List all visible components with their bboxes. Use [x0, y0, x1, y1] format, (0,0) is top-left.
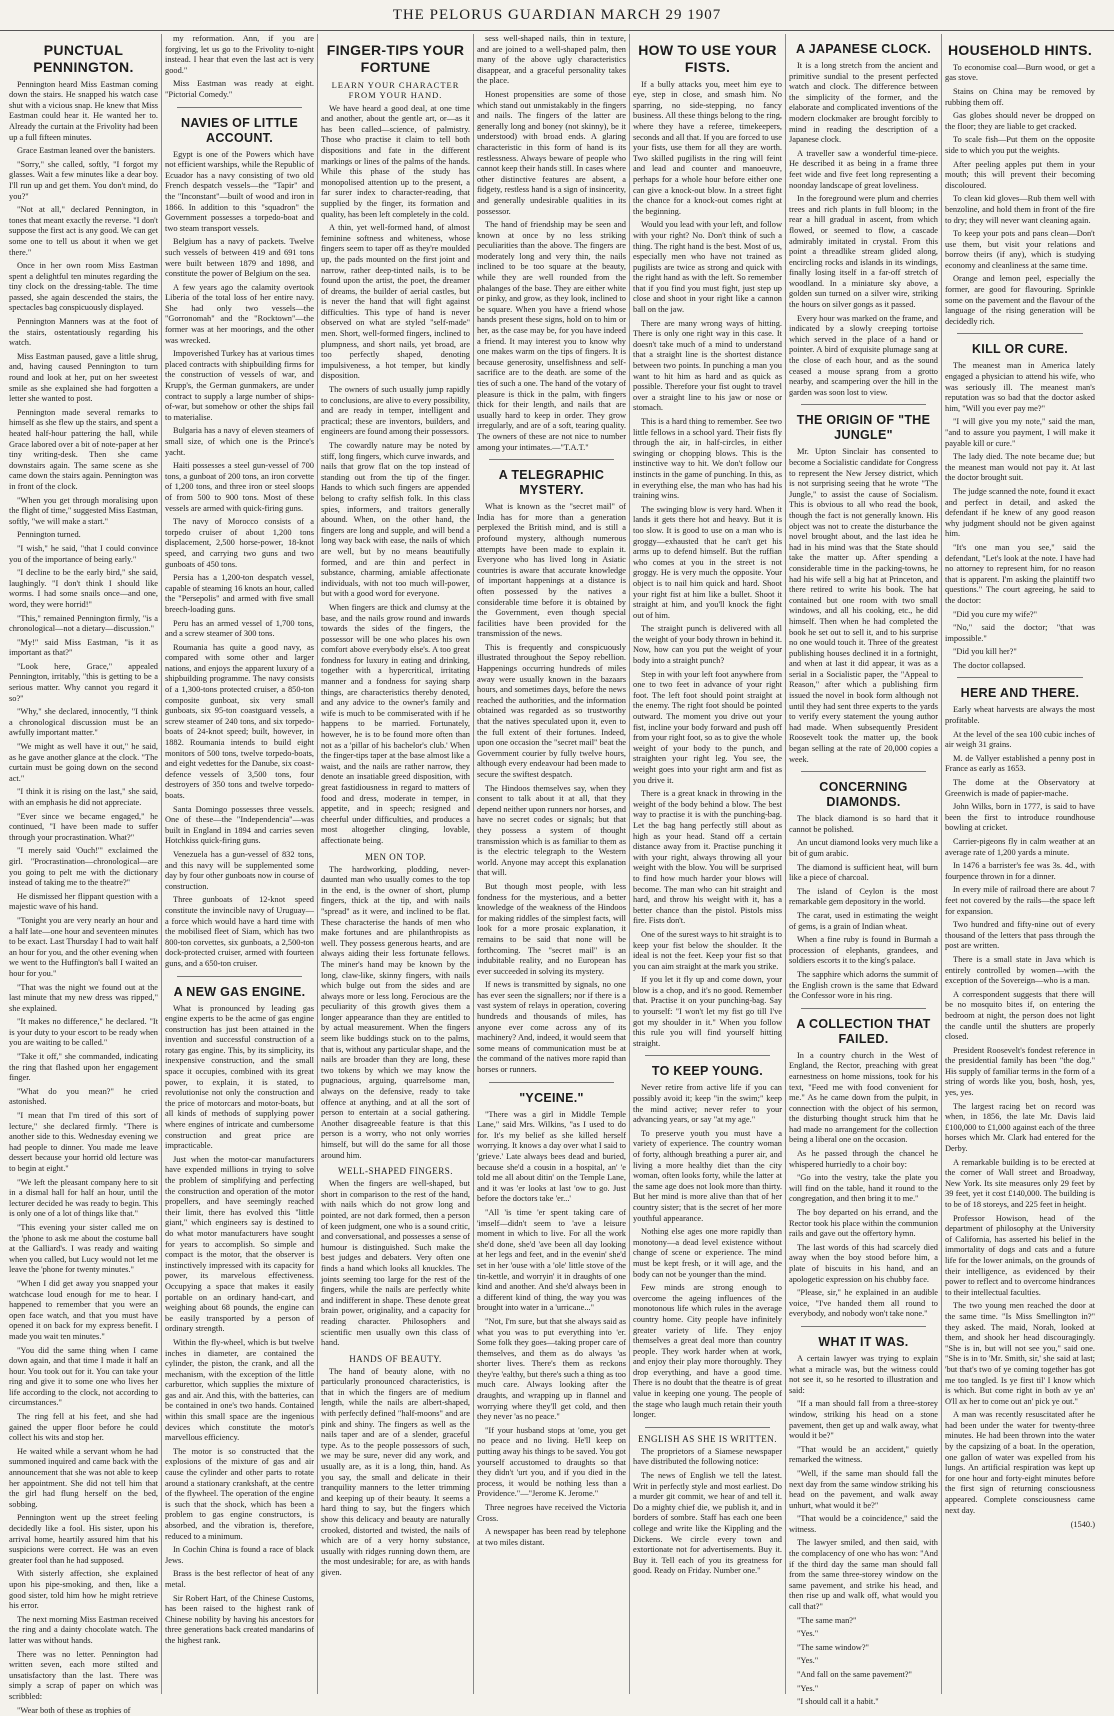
article-paragraph: If you let it fly up and come down, your blow is a chop, and it's no good. Remember that. Practise it on your punching-bag. Say to yourself: "I won't let my fist go till I've got my shoulder in it." When you follow this rule you will find yourself hitting straight. [633, 975, 782, 1049]
article-paragraph: "Take it off," she commanded, indicating the ring that flashed upon her engagement finger. [9, 1052, 158, 1084]
article-paragraph: A man was recently resuscitated after he had been under the water for twenty-three minutes. He had been thrown into the water by the capsizing of a boat. In the operation, one gallon of water was expelled from his lungs. An artificial respiration was kept up for one hour and forty-eight minutes before the first sign of returning consciousness appeared. Complete consciousness came next day. [945, 1410, 1095, 1516]
article-paragraph: In the foreground were plum and cherries trees and rich plants in full bloom; in the rear a hill gradual in ascent, from which flowed, or seemed to flow, a cascade admirably imitated in crystal. From this point a threadlike stream glided along, encircling rocks and islands in its windings, finally losing itself in a far-off stretch of woodland. In a miniature sky above, a golden sun turned on a silver wire, striking the hours on silver gongs as it passed. [789, 194, 938, 311]
section-subhead: ENGLISH AS SHE IS WRITTEN. [633, 1434, 782, 1444]
article-paragraph: We have heard a good deal, at one time and another, about the gentle art, or—as it has been called—science, of palmistry. Those who practise it claim to tell both dispositions and fate in the different markings or lines of the palms of the hands. While this phase of the study has monopolised attention up to the present, a far surer index to character-reading, that supplied by the finger, its formation and quality, has been left completely in the cold. [321, 104, 470, 221]
article-headline: A TELEGRAPHIC MYSTERY. [477, 468, 626, 498]
article-paragraph: Gas globes should never be dropped on the floor; they are liable to get cracked. [945, 111, 1095, 132]
article-paragraph: "What do you mean?" he cried astonished. [9, 1087, 158, 1108]
article-paragraph: "There was a girl in Middle Temple Lane," said Mrs. Wilkins, "as I used to do for. It's my belief as she killed herself worrying. It knows a day over what I said to 'grieve.' Late always bees dead and buried, because she'd a cousin in a hospital, an' 'e told me all about ditin' on the Temple Lane, and it was 'er looks at last 'ow to go. Just before the doctors take 'er...' [477, 1110, 626, 1205]
article-paragraph: The sapphire which adorns the summit of the English crown is the same that Edward the Confessor wore in his ring. [789, 970, 938, 1002]
article-paragraph: In every mile of railroad there are about 7 feet not covered by the rails—the space left for expansion. [945, 885, 1095, 917]
page-columns [6, 34, 1108, 1694]
article-paragraph: There was no letter. Pennington had written seven, each more stilted and unsatisfactory than the last. There was simply a scrap of paper on which was scribbled: [9, 1650, 158, 1703]
article-paragraph: The straight punch is delivered with all the weight of your body thrown in behind it. Now, how can you put the weight of your body into a straight punch? [633, 624, 782, 666]
article-paragraph: Orange and lemon peel, especially the former, are good for flavouring. Sprinkle some on the pavement and the flavour of the language of the rising generation will be decidedly rich. [945, 274, 1095, 327]
article-paragraph: "This," remained Pennington firmly, "is a chronological—not a dietary—discussion." [9, 614, 158, 635]
article-paragraph: It is a long stretch from the ancient and primitive sundial to the present perfected watch and clock. The difference between the simplicity of the former, and the elaborate and complicated inventions of the modern clockmaker are brought forcibly to mind in reading the description of a Japanese clock. [789, 61, 938, 146]
article-paragraph: The dome at the Observatory at Greenwich is made of papier-mache. [945, 778, 1095, 799]
article-paragraph: When the fingers are well-shaped, but short in comparison to the rest of the hand, with nails which do not grow long and pointed, are not dark formed, then a person of keen judgment, one who is a sound critic, and conversational, and possesses a sense of humour is distinguished. Such make the best judges and debaters. Very often one finds a hand which looks all knuckles. The joints seeming too large for the rest of the fingers, while the nails are perfectly white and indifferent in shape. These denote great brain power, originality, and a capacity for reading character. Philosophers and scientific men usually own this class of hand. [321, 1179, 470, 1349]
article-paragraph: "I will give you my note," said the man, "and to assure you payment, I will make it payable kill or cure." [945, 417, 1095, 449]
article-paragraph: Pennington went up the street feeling decidedly like a fool. His sister, upon his arrival home, heartily assured him that his suspicions were correct. He was an even greater fool than he had supposed. [9, 1513, 158, 1566]
article-paragraph: "It makes no difference," he declared. "It is your duty to your escort to be ready when you are waiting to be called." [9, 1017, 158, 1049]
article-headline: WHAT IT WAS. [789, 1335, 938, 1350]
article-paragraph: "Why," she declared, innocently, "I think a chronological discussion must be an awfully important matter." [9, 707, 158, 739]
article-paragraph: The navy of Morocco consists of a torpedo cruiser of about 1,200 tons displacement, 2,500 horse-power, 18-knot speed, and carrying two guns and two gunboats of 450 tons. [165, 517, 314, 570]
article-paragraph: Impoverished Turkey has at various times placed contracts with shipbuilding firms for the construction of vessels of war, and Krupp's, the German gunmakers, are under contract to supply a large number of ships-of-war, but somehow or other the ships fail to materialise. [165, 349, 314, 423]
article-paragraph: Persia has a 1,200-ton despatch vessel, capable of steaming 16 knots an hour, called the "Persepolis" and armed with five small breech-loading guns. [165, 573, 314, 615]
article-paragraph: "Yes." [789, 1629, 938, 1640]
article-paragraph: A traveller saw a wonderful time-piece. He described it as being in a frame three feet wide and five feet long representing a noonday landscape of great loveliness. [789, 149, 938, 191]
article-paragraph: Mr. Upton Sinclair has consented to become a Socialistic candidate for Congress to represent the New Jersey district, which is not surprising seeing that he wrote "The Jungle," to assist the cause of Socialism. This is obvious to all who read the book, though the fact is not generally known. His object was not to create the disturbance the novel brought about, and the last idea he had in his mind was that the State should take the matter up. After spending a considerable time in the packing-towns, he had his wife sell a big hat at Princeton, and there retired to write his book. The hat contained but one room with two small windows, and all his cooking, etc., he did himself. Then when he had completed the book he set out to sell it, and to his surprise no one would touch it. Three of the greatest publishing houses declined it in a fortnight, and when at last it did appear, it was as a serial in a Socialistic paper, the "Appeal to Reason," after which a publishing firm issued the novel in book form although not until they had sent three experts to the yards to verify every statement the young author had made. When subsequently President Roosevelt took the matter up, the book began selling at the rate of 20,000 copies a week. [789, 447, 938, 765]
article-paragraph: "All 'is time 'er spent taking care of 'imself—didn't seem to 'ave a leisure moment in which to live. For all the work she'd done, she'd 'ave been all day looking at her legs and feet, and in the evenin' she'd set in her 'ouse with a 'ole' little stove of the tin-kettle, and worryin' it in draughts of one kind and another. And she'd always been in a different kind of thing, the way you was brought into water in a 'urricane..." [477, 1208, 626, 1314]
article-paragraph: This is a hard thing to remember. See two little fellows in a school yard. Their fists fly through the air, in half-circles, in either swinging or chopping blows. This is the instinctive way to hit. We don't follow our instincts in the game of punching. In this, as in everything else, the man who has had his training wins. [633, 417, 782, 502]
article-paragraph: "We left the pleasant company here to sit in a dismal hall for half an hour, until the lecturer decided he was ready to begin. This is only one of a lot of things like that." [9, 1178, 158, 1220]
article-subtitle: LEARN YOUR CHARACTER FROM YOUR HAND. [321, 80, 470, 100]
column-5 [630, 34, 786, 1694]
article-paragraph: my reformation. Ann, if you are forgiving, let us go to the Frivolity to-night instead. I hear that even the last act is very good." [165, 34, 314, 76]
article-paragraph: "Yes." [789, 1684, 938, 1695]
article-paragraph: "Wear both of these as trophies of [9, 1706, 158, 1716]
column-4 [474, 34, 630, 1694]
article-paragraph: "That was the night we found out at the last minute that my new dress was ripped," she explained. [9, 983, 158, 1015]
article-paragraph: "I mean that I'm tired of this sort of lecture," she declared firmly. "There is another side to this. Wednesday evening we had people to dinner. You made me leave dessert because your horrid old lecture was to begin at eight." [9, 1111, 158, 1175]
article-headline: FINGER-TIPS YOUR FORTUNE [321, 42, 470, 76]
article-paragraph: Three negroes have received the Victoria Cross. [477, 1503, 626, 1524]
article-headline: A JAPANESE CLOCK. [789, 42, 938, 57]
article-paragraph: "Ever since we became engaged," he continued, "I have been made to suffer through your procrastination. What?" [9, 812, 158, 844]
article-paragraph: "We might as well have it out," he said, as he gave another glance at the clock. "The curtain must be going down on the second act." [9, 742, 158, 784]
article-paragraph: Professor Howison, head of the department of philosophy at the University of California, has asserted his belief in the immortality of dogs and cats and a future life for the lower animals, on the grounds of their intelligence, as evidenced by their power to reflect and to overcome hindrances to their intellectual faculties. [945, 1214, 1095, 1299]
article-paragraph: The motor is so constructed that the explosions of the mixture of gas and air cause the cylinder and other parts to rotate around a stationary crankshaft, at the centre of the flywheel. The operation of the engine is such that the shock, which has been a problem to gas engine constructors, is absorbed, and the vibration is, therefore, reduced to a minimum. [165, 1447, 314, 1542]
article-headline: HERE AND THERE. [945, 686, 1095, 701]
article-paragraph: The boy departed on his errand, and the Rector took his place within the communion rails and gave out the offertory hymn. [789, 1208, 938, 1240]
article-paragraph: Few minds are strong enough to overcome the ageing influences of the monotonous life which rules in the average country home. City people have infinitely greater variety of life. They enjoy themselves a great deal more than country people. They work harder when at work, and enjoy their play more thoroughly. They drop everything, and have a good time. There is no doubt that the theatre is of great value in keeping one young. The people of the stage who laugh much retain their youth longer. [633, 1283, 782, 1421]
section-subhead: MEN ON TOP. [321, 852, 470, 862]
article-paragraph: At the level of the sea 100 cubic inches of air weigh 31 grains. [945, 730, 1095, 751]
article-paragraph: The hand of beauty alone, with no particularly pronounced characteristics, is that in which the fingers are of medium length, while the nails are albert-shaped, with perfectly defined "half-moons" and are pink and shiny. The fingers as well as the nails taper and are of a slender, graceful type. As to the people possessors of such, we may be sure, never did any work, and usually are, as it is a long, thin, hand. As you say, the small and delicate in their tranquility manners to the letter trimming and keeping up of their beauty. It seems a hard thing to say, but the fingers which show this delicacy and beauty are naturally crooked, distorted and twisted, the nails of which are of a very horny substance, usually with ridges running down them, are the most undesirable; for are, as with hands given. [321, 1367, 470, 1579]
article-paragraph: He waited while a servant whom he had summoned inquired and came back with the announcement that she was not able to keep her appointment. She did not tell him that the girl had flung herself on the bed, sobbing. [9, 1447, 158, 1511]
article-paragraph: Belgium has a navy of packets. Twelve such vessels of between 419 and 691 tons were built between 1879 and 1898, and constitute the power of Belgium on the sea. [165, 237, 314, 279]
article-paragraph: To scale fish—Put them on the opposite side to which you put the weights. [945, 135, 1095, 156]
column-3 [318, 34, 474, 1694]
article-paragraph: A newspaper has been read by telephone at two miles distant. [477, 1527, 626, 1548]
article-paragraph: Egypt is one of the Powers which have not efficient warships, while the Republic of Ecuador has a navy consisting of two old French despatch vessels—the "Tapir" and the "Inconstant"—built of wood and iron in 1866. In addition to this "squadron" the Government possesses a torpedo-boat and two steam transport vessels. [165, 150, 314, 235]
article-paragraph: "It's one man you see," said the defendant, "Let's look at the note. I have had no attorney to represent him, for no reason that is apparent. I'm asking the plaintiff two questions." The court agreeing, he said to the doctor: [945, 543, 1095, 607]
article-paragraph: The diamond is sufficient heat, will burn like a piece of charcoal. [789, 863, 938, 884]
masthead: THE PELORUS GUARDIAN MARCH 29 1907 [0, 0, 1114, 31]
article-paragraph: Nothing else ages one more rapidly than monotony—a dead level existence without change of scene or experience. The mind must be kept fresh, or it will age, and the body can not be younger than the mind. [633, 1227, 782, 1280]
article-headline: "YCEINE." [477, 1091, 626, 1106]
page-footer-mark: (1540.) [945, 1520, 1095, 1529]
article-paragraph: An uncut diamond looks very much like a bit of gum arabic. [789, 838, 938, 859]
article-headline: A NEW GAS ENGINE. [165, 985, 314, 1000]
article-paragraph: To keep your pots and pans clean—Don't use them, but visit your relations and borrow theirs (if any), which is studying economy and cleanliness at the same time. [945, 229, 1095, 271]
divider-rule [489, 1082, 614, 1083]
article-paragraph: In a country church in the West of England, the Rector, preaching with great earnestness on home missions, took for his text, "Feed me with food convenient for me." As he came down from the pulpit, in connection with the object of his sermon, the disturbing thought struck him that he had made no arrangement for the collection being a liberal one on the occasion. [789, 1051, 938, 1146]
article-paragraph: "That would be an accident," quietly remarked the witness. [789, 1445, 938, 1466]
article-paragraph: He dismissed her flippant question with a majestic wave of his hand. [9, 892, 158, 913]
article-paragraph: Early wheat harvests are always the most profitable. [945, 705, 1095, 726]
divider-rule [177, 107, 302, 108]
article-paragraph: Two hundred and fifty-nine out of every thousand of the letters that pass through the post are written. [945, 920, 1095, 952]
article-paragraph: The largest racing bet on record was when, in 1856, the late Mr. Davis laid £100,000 to £1,000 against each of the three horses which Mr. Clark had entered for the Derby. [945, 1102, 1095, 1155]
article-paragraph: Santa Domingo possesses three vessels. One of these—the "Independencia"—was built in England in 1894 and carries seven Hotchkiss quick-firing guns. [165, 805, 314, 847]
article-paragraph: There is a small state in Java which is entirely controlled by women—with the exception of the Sovereign—who is a man. [945, 955, 1095, 987]
article-paragraph: A certain lawyer was trying to explain what a miracle was, but the witness could not see it, so he resorted to illustration and said: [789, 1354, 938, 1396]
article-paragraph: In 1476 a barrister's fee was 3s. 4d., with fourpence thrown in for a dinner. [945, 861, 1095, 882]
article-paragraph: Honest propensities are some of those which stand out unmistakably in the fingers and nails. The fingers of the latter are generally long and boney (not skinny), be it understood) with broad ends. A glaring characteristic in this form of hand is its restlessness. Always beware of people who cannot keep their hands still. In cases where other distinctive features are absent, a fidgety, restless hand is a sign of insincerity, and generally undesirable qualities in its possessor. [477, 90, 626, 217]
article-paragraph: John Wilks, born in 1777, is said to have been the first to introduce roundhouse bowling at cricket. [945, 802, 1095, 834]
article-paragraph: "My!" said Miss Eastman, "is it as important as that?" [9, 638, 158, 659]
article-paragraph: sess well-shaped nails, thin in texture, and are joined to a well-shaped palm, then many of the above ugly characteristics disappear, and a graceful personality takes the place. [477, 34, 626, 87]
article-headline: CONCERNING DIAMONDS. [789, 780, 938, 810]
article-paragraph: "Did you kill her?" [945, 647, 1095, 658]
article-paragraph: Carrier-pigeons fly in calm weather at an average rate of 1,200 yards a minute. [945, 837, 1095, 858]
article-paragraph: The judge scanned the note, found it exact and perfect in detail, and asked the defendant if he knew of any good reason why judgment should not be given against him. [945, 487, 1095, 540]
article-paragraph: The meanest man in America lately engaged a physician to attend his wife, who was seriously ill. The meanest man's reputation was so bad that the doctor asked him, "Will you ever pay me?" [945, 361, 1095, 414]
article-paragraph: Once in her own room Miss Eastman spent a delightful ten minutes regarding the tiny clock on the dressing-table. The time passed, she again descended the stairs, the spectacles bag conspicuously displayed. [9, 261, 158, 314]
article-paragraph: The hardworking, plodding, never-daunted man who usually comes to the top in the end, is the owner of short, plump fingers, thick at the tip, and with nails "spread" as it were, and inclined to be flat. These characterise the hands of men who make fortunes and are philanthropists as well. They possess generous hearts, and are always aiding their less fortunate fellows. The miner's hand may be known by the long, claw-like, skinny fingers, with nails which bulge out from the sides and are always more or less long. Ferocious are the peculiarity of this growth gives them a longer appearance than they are entitled to by actual measurement. When the fingers seem like buddings stuck on to the palms, that is, without any particular shape, and the nails are broader than they are long, these two tokens by which we may know the pugnacious, arguing, quarrelsome man, always on the defensive, ready to take offence at anything, and at all the sort of person to entertain at a social gathering. Another disagreeable feature is that this person is a worry, who not only worries himself, but will do the same for all those around him. [321, 865, 470, 1162]
article-paragraph: The lawyer smiled, and then said, with the complacency of one who has won: "And if the third day the same man should fall from the same three-storey window on the same pavement, and strike his head, and then rise up and walk off, what would you call that?" [789, 1538, 938, 1612]
article-paragraph: Never retire from active life if you can possibly avoid it; keep "in the swim;" keep the mind active; never refer to your advancing years, or say "at my age." [633, 1083, 782, 1125]
divider-rule [489, 459, 614, 460]
section-subhead: HANDS OF BEAUTY. [321, 1354, 470, 1364]
article-paragraph: In Cochin China is found a race of black Jews. [165, 1545, 314, 1566]
article-paragraph: "The same window?" [789, 1643, 938, 1654]
article-paragraph: The lady died. The note became due; but the meanest man would not pay it. At last the doctor brought suit. [945, 452, 1095, 484]
article-paragraph: "I should call it a habit." [789, 1697, 938, 1708]
article-paragraph: The proprietors of a Siamese newspaper have distributed the following notice: [633, 1447, 782, 1468]
article-paragraph: A thin, yet well-formed hand, of almost feminine softness and whiteness, whose fingers seem to taper off as they're moulded up, the pads mounted on the first joint and narrow, rather deep-tinted nails, is to be found upon the artist, the poet, the dreamer of dreams, the builder of aerial castles, but is never the hand that will fight against difficulties. This type of hand is never observed on what are styled "self-made" men. Short, well-formed fingers, inclined to plumpness, and short nails, yet broad, are too perfectly shaped, denoting impulsiveness, a hot temper, but kindly disposition. [321, 223, 470, 382]
article-paragraph: Pennington made several remarks to himself as she flew up the stairs, and spent a heated half-hour pattering the hall, while Grace labored over a bit of note-paper at her tiny writing-desk. Then she came downstairs again. The same scene as she came down the stairs again. Pennington was in front of the clock. [9, 408, 158, 493]
article-paragraph: The owners of such usually jump rapidly to conclusions, are alive to every possibility, and are ready in temper, intelligent and practical; these are inventors, builders, and engineers are found among their possessors. [321, 385, 470, 438]
article-headline: KILL OR CURE. [945, 342, 1095, 357]
article-paragraph: Brass is the best reflector of heat of any metal. [165, 1569, 314, 1590]
article-paragraph: What is known as the "secret mail" of India has for more than a generation perplexed the British mind, and is still a profound mystery, although numerous attempts have been made to explain it. Everyone who has lived long in Asiatic countries is aware that accurate knowledge of important happenings at a distance is often possessed by the natives a considerable time before it is obtained by the Government, even though special facilities have been provided for the transmission of the news. [477, 502, 626, 640]
article-paragraph: Would you lead with your left, and follow with your right? No. Don't think of such a thing. The right hand is the best. Most of us, especially men who have not trained as pugilists are twice as strong and quick with the right hand as with the left. So remember that if you find you must fight, just step up close and shoot in your right like a cannon ball on the jaw. [633, 220, 782, 315]
article-paragraph: Pennington Manners was at the foot of the stairs, ostentatiously regarding his watch. [9, 317, 158, 349]
article-paragraph: With sisterly affection, she explained upon his pipe-smoking, and then, like a good sister, told him how he might retrieve his error. [9, 1569, 158, 1611]
column-6 [786, 34, 942, 1694]
article-paragraph: "Go into the vestry, take the plate you will find on the table, hand it round to the congregation, and then bring it to me." [789, 1173, 938, 1205]
article-paragraph: The island of Ceylon is the most remarkable gem depository in the world. [789, 887, 938, 908]
article-paragraph: Venezuela has a gun-vessel of 832 tons, and this navy will be supplemented some day by four other gunboats now in course of construction. [165, 850, 314, 892]
article-paragraph: M. de Vallyer established a penny post in France as early as 1653. [945, 754, 1095, 775]
article-paragraph: "I merely said 'Ouch!'" exclaimed the girl. "Procrastination—chronological—are you going to pelt me with the dictionary instead of taking me to the theatre?" [9, 846, 158, 888]
article-paragraph: A correspondent suggests that there will be no mosquito bites if, on entering the bedroom at night, the person does not light the candle until the shutters are properly closed. [945, 990, 1095, 1043]
article-paragraph: The Hindoos themselves say, when they consent to talk about it at all, that they depend neither upon runners nor horses, and have no secret codes or signals; but that they possess a system of thought transmission which is as familiar to them as is the electric telegraph to the Western world. Anyone may accept this explanation that will. [477, 784, 626, 879]
article-paragraph: The cowardly nature may be noted by stiff, long fingers, which curve inwards, and nails that grow flat on the top instead of standing out from the tip of the finger. Hands to which such fingers are appended belong to crafty selfish folk. In this class spies, informers, and traitors generally abound. When, on the other hand, the fingers are long and supple, and will bend a long way back with ease, the nails of which are well, but by no means beautifully formed, and are thin and perfect in substance, charming, amiable affectionate individuals, with not too much will-power, but with a good word for everyone. [321, 441, 470, 600]
article-paragraph: Pennington heard Miss Eastman coming down the stairs. He snapped his watch case shut with a vicious snap. He knew that Miss Eastman could hear it. He wanted her to. Already the curtain at the Frivolity had been up a full fifteen minutes. [9, 80, 158, 144]
article-headline: NAVIES OF LITTLE ACCOUNT. [165, 116, 314, 146]
article-paragraph: "I decline to be the early bird," she said, laughingly. "I don't think I should like worms. I had some snails once—and one, word, they were horrid!" [9, 568, 158, 610]
article-paragraph: Miss Eastman paused, gave a little shrug, and, having caused Pennington to turn round and look at her, put on her sweetest smile as she explained she had forgotten a letter she wanted to post. [9, 352, 158, 405]
article-paragraph: "Not at all," declared Pennington, in tones that meant exactly the reverse. "I don't suppose the first act is any good. We can get some one to tell us about it when we get there." [9, 205, 158, 258]
divider-rule [177, 976, 302, 977]
article-headline: PUNCTUAL PENNINGTON. [9, 42, 158, 76]
article-paragraph: "Well, if the same man should fall the next day from the same window striking his head on the pavement, and walk away unhurt, what would it be?" [789, 1469, 938, 1511]
article-paragraph: If news is transmitted by signals, no one has ever seen the signallers; nor if there is a vast system of relays in operation, covering hundreds and thousands of miles, has anyone ever come across any of its machinery? And, indeed, it would seem that some means of communication must be at the command of the natives more rapid than horses or runners. [477, 980, 626, 1075]
article-paragraph: Roumania has quite a good navy, as compared with some other and larger nations, and enjoys the apparent luxury of a shipbuilding programme. The navy consists of a 1,300-tons protected cruiser, a 850-ton composite gunboat, six very small gunboats, six 95-ton coastguard vessels, a screw steamer of 240 tons, and six torpedo-boats of 24-knot speed; built, however, in 1882. Roumania intends to build eight monitors of 500 tons, twelve torpedo-boats, and eight vedettes for the Danube, six coast-defence vessels of 3,500 tons, four destroyers of 350 tons and twelve torpedo-boats. [165, 643, 314, 802]
article-paragraph: "You did the same thing when I came down again, and that time I made it half an hour. You took out for it. You can take your ring and give it to some one who lives her life according to the clock, not according to circumstances." [9, 1346, 158, 1410]
article-paragraph: "No," said the doctor; "that was impossible." [945, 623, 1095, 644]
article-paragraph: To preserve youth you must have a variety of experience. The country woman of forty, although breathing a purer air, and living a more healthy diet than the city woman, often looks forty, while the latter at the same age does not look more than thirty. But her mind is more alive than that of her country sister; that is the secret of her more youthful appearance. [633, 1129, 782, 1224]
article-paragraph: There is a great knack in throwing in the weight of the body behind a blow. The best way to practise it is with the punching-bag. Let the bag hang perfectly still about as high as your head. Stand off a certain distance away from it. Practise punching it with your right, always throwing all your weight with the blow. You will be surprised to find how much harder your blows will become. The man who can hit straight and hard, and throw his weight with it, has a better chance than the pistol. Pistols miss fire. Fists don't. [633, 789, 782, 927]
article-paragraph: The carat, used in estimating the weight of gems, is a grain of Indian wheat. [789, 911, 938, 932]
article-paragraph: Just when the motor-car manufacturers have expended millions in trying to solve the problem of simplifying and perfecting the construction and operation of the motor propellers, and have seemingly reached their limit, there has evolved this "little giant," which engineers say is destined to do what motor manufacturers have sought for years to accomplish. So simple and compact is the motor, that the observer is instinctively impressed with its capacity for power, its marvelous effectiveness. Occupying a space that makes it easily portable on an ordinary hand-cart, and weighing about 68 pounds, the engine can be easily transported by a person of ordinary strength. [165, 1155, 314, 1335]
article-paragraph: As he passed through the chancel he whispered hurriedly to a choir boy: [789, 1149, 938, 1170]
article-paragraph: "Did you cure my wife?" [945, 610, 1095, 621]
article-paragraph: "Please, sir," he explained in an audible voice, "I've handed them all round to everybody, and nobody won't take none." [789, 1288, 938, 1320]
article-headline: TO KEEP YOUNG. [633, 1064, 782, 1079]
column-2 [162, 34, 318, 1694]
article-paragraph: "The same man?" [789, 1616, 938, 1627]
article-paragraph: A few years ago the calamity overtook Liberia of the total loss of her entire navy. She had only two vessels—the "Gorronomah" and the "Rocktown"—the former was at her moorings, and the other was wrecked. [165, 283, 314, 347]
article-paragraph: Within the fly-wheel, which is but twelve inches in diameter, are contained the cylinder, the piston, the crank, and all the mechanism, with the exception of the little carburettor, which supplies the mixture of gas and air. And this, with the batteries, can be contained in one's two hands. Contained within this small space are the ingenious devices which constitute the motor's marvellous efficiency. [165, 1338, 314, 1444]
divider-rule [645, 1055, 770, 1056]
article-paragraph: The next morning Miss Eastman received the ring and a dainty chocolate watch. The latter was without hands. [9, 1615, 158, 1647]
article-paragraph: "Sorry," she called, softly, "I forgot my glasses. Wait a few minutes like a dear boy. I'll run up and get them. You don't mind, do you?" [9, 160, 158, 202]
divider-rule [957, 677, 1083, 678]
article-paragraph: "And fall on the same pavement?" [789, 1670, 938, 1681]
article-paragraph: When fingers are thick and clumsy at the base, and the nails grow round and inwards towards the sides of the fingers, the possessor will be one who places his own comfort above everybody else's. A too great fondness for luxury in eating and drinking, together with a hypercritical, irritating manner and a fondness for saying sharp things, are characteristics thereby denoted, and any advice to the owner's family and wife is much to be commiserated with if he happens to be married. Fortunately, however, he is to be found more often than not as a 'pillar of his bachelor's club.' When the finger-tips taper at the base almost like a waist, and the nails are rather narrow, they denote an insatiable greed disposition, with great fastidiousness in regard to matters of food and dress, moderate in temper, in appetite, and in speech; resigned and cheerful under difficulties, and produces a most altogether clinging, lovable, affectionate being. [321, 603, 470, 847]
article-paragraph: "This evening your sister called me on the 'phone to ask me about the costume ball at the Galliard's. I was ready and waiting when you called, but Lucy would not let me leave the 'phone for twenty minutes." [9, 1223, 158, 1276]
article-paragraph: Miss Eastman was ready at eight. "Pictorial Comedy." [165, 79, 314, 100]
article-paragraph: "I think it is rising on the last," she said, with an emphasis he did not appreciate. [9, 787, 158, 808]
article-paragraph: "If your husband stops at 'ome, you get no peace and no living. He'll keep on putting away his things to be saved. You got yourself accustomed to draughts so that they didn't 'urt you, and if you died in the process, it would be nothing less than a Providence."—"Jerome K. Jerome." [477, 1426, 626, 1500]
article-paragraph: "Not, I'm sure, but that she always said as what you was to put everything into 'er. Some folk they goes—taking proper care of themselves, and them as do always 'as shorter lives. There's them as reckons they're 'ealthy, but there's such a thing as too much care. Always looking after the draughts, and wrapping up in flannel and worrying where they'll get cold, and then they never 'as no peace." [477, 1317, 626, 1423]
article-paragraph: To clean kid gloves—Rub them well with benzoline, and hold them in front of the fire to dry; they will never want cleaning again. [945, 194, 1095, 226]
article-paragraph: "I wish," he said, "that I could convince you of the importance of being early." [9, 544, 158, 565]
article-paragraph: "Tonight you are very nearly an hour and a half late—one hour and seventeen minutes to be exact. Last Thursday I had to wait half an hour for you, and the other evening when we went to the Huffington's ball I waited an hour for you." [9, 916, 158, 980]
divider-rule [801, 1008, 926, 1009]
column-1 [6, 34, 162, 1694]
article-paragraph: "When you get through moralising upon the flight of time," suggested Miss Eastman, softly, "we will make a start." [9, 496, 158, 528]
article-paragraph: Step in with your left foot anywhere from one to two feet in advance of your right foot. The left foot should point straight at the enemy. The right foot should be pointed outward. The moment you drive out your fist, incline your body forward and push off from your right foot, so as to give the whole weight of your body to the punch, and straighten your right leg. You see, the weight goes into your right arm and fist as you drive it. [633, 670, 782, 787]
article-paragraph: The two young men reached the door at the same time. "Is Miss Smellington in?" they asked. The maid, Norah, looked at them, and shook her head discouragingly. "She is in, but will not see you," said one. "She is in to 'Mr. Smith, sir,' she said at last; 'but that's two of ye coming together has got me too tangled. Is ye first til' I know which is which. But come right in both av ye an' O'll ax her to come out an' pick ye out." [945, 1301, 1095, 1407]
section-subhead: WELL-SHAPED FINGERS. [321, 1166, 470, 1176]
article-headline: HOW TO USE YOUR FISTS. [633, 42, 782, 76]
article-paragraph: If a bully attacks you, meet him eye to eye, step in close, and smash him. No sparring, no side-stepping, no fancy business. All these things belong to the ring, where they have a referee, timekeepers, seconds and all that. If you are forced to use your fists, use them for all they are worth. Two skilled pugilists in the ring will feint and lead and counter and manoeuvre, perhaps for a whole hour before either one can give a knock-out blow. In a street fight the chance for a knock-out comes right at the beginning. [633, 80, 782, 218]
article-paragraph: The doctor collapsed. [945, 661, 1095, 672]
article-paragraph: Grace Eastman leaned over the banisters. [9, 146, 158, 157]
article-paragraph: "Look here, Grace," appealed Pennington, irritably, "this is getting to be a serious matter. Why cannot you regard it so?" [9, 662, 158, 704]
article-paragraph: "That would be a coincidence," said the witness. [789, 1514, 938, 1535]
divider-rule [645, 1427, 770, 1428]
column-7 [942, 34, 1098, 1694]
article-headline: THE ORIGIN OF "THE JUNGLE" [789, 413, 938, 443]
article-paragraph: A remarkable building is to be erected at the corner of Wall street and Broadway, New York. Its site measures only 29 feet by 39 feet, yet it cost £140,000. The building is to be of 18 storeys, and 225 feet in height. [945, 1158, 1095, 1211]
article-paragraph: Sir Robert Hart, of the Chinese Customs, has been raised to the highest rank of Chinese nobility by having his ancestors for three generations back created mandarins of the highest rank. [165, 1594, 314, 1647]
article-paragraph: Pennington turned. [9, 530, 158, 541]
article-headline: HOUSEHOLD HINTS. [945, 42, 1095, 59]
article-paragraph: When a fine ruby is found in Burmah a procession of elephants, grandees, and soldiers escorts it to the king's palace. [789, 935, 938, 967]
article-paragraph: Every hour was marked on the frame, and indicated by a slowly creeping tortoise which served in the place of a hand or pointer. A bird of exquisite plumage sang at the close of each hour, and as the sound ceased a mouse sprang from a grotto nearby, and scampering over the hill in the garden was soon lost to view. [789, 314, 938, 399]
article-paragraph: "When I did get away you snapped your watchcase loud enough for me to hear. I happened to remember that you were an open face watch, and that you must have opened it on back for my express benefit. I made you wait ten minutes." [9, 1279, 158, 1343]
article-paragraph: Haiti possesses a steel gun-vessel of 700 tons, a gunboat of 200 tons, an iron corvette of 1,200 tons, and three iron or steel sloops of from 500 to 900 tons. Most of these vessels are armed with quick-firing guns. [165, 461, 314, 514]
article-paragraph: The last words of this had scarcely died away when the boy stood before him, a plate of biscuits in his hand, and an apologetic expression on his chubby face. [789, 1243, 938, 1285]
article-headline: A COLLECTION THAT FAILED. [789, 1017, 938, 1047]
article-paragraph: After peeling apples put them in your mouth; this will prevent their becoming discoloured. [945, 160, 1095, 192]
article-paragraph: The news of English we tell the latest. Writ in perfectly style and most earliest. Do a murder git commit, we hear of and tell it. Do a mighty chief die, we publish it, and in borders of sombre. Staff has each one been college and write like the Kippling and the Dickens. We circle every town and extortionate not for advertisements. Buy it. Buy it. Tell each of you its greatness for good. Ready on Friday. Number one." [633, 1471, 782, 1577]
article-paragraph: But though most people, with less fondness for the mysterious, and a better knowledge of the weakness of the Hindoos for making riddles of the simplest facts, will look for a more prosaic explanation, it remains to be said that none will be forthcoming. The "secret mail" is an indubitable reality, and no European has ever succeeded in solving its mystery. [477, 882, 626, 977]
article-paragraph: There are many wrong ways of hitting. There is only one right way in this case. It doesn't take much of a mind to understand that a straight line is the shortest distance between two points. In punching a man you want to hit him as hard and as quick as possible. Therefore your fist ought to travel over a straight line to his jaw or nose or stomach. [633, 319, 782, 414]
article-paragraph: President Roosevelt's fondest reference in the presidential family has been "the dog." His supply of familiar terms in the form of a string of words like you, bosh, hosh, yes, yes, yes. [945, 1046, 1095, 1099]
article-paragraph: This is frequently and conspicuously illustrated throughout the Sepoy rebellion. Happenings occurring hundreds of miles away were usually known in the bazaars hours, and sometimes days, before the news reached the authorities, and the information obtained was regarded as so trustworthy that the natives speculated upon it, even to the full extent of their fortunes. Indeed, upon one occasion the "secret mail" beat the Government courier by fully twelve hours, although every endeavour had been made to secure the swiftest despatch. [477, 643, 626, 781]
article-paragraph: Bulgaria has a navy of eleven steamers of small size, of which one is the Prince's yacht. [165, 426, 314, 458]
article-paragraph: "Yes." [789, 1656, 938, 1667]
divider-rule [801, 771, 926, 772]
article-paragraph: What is pronounced by leading gas engine experts to be the acme of gas engine construction has just been attained in the invention and successful construction of a rotary gas engine. This, by its simplicity, its inexpensive construction, and the small space it occupies, combined with its great power, to explain, it is stated, to revolutionise not only the construction and the price of motorcars and motor-boats, but all kinds of methods of supplying power where engines of intricate and cumbersome construction and great price are impracticable. [165, 1004, 314, 1152]
article-paragraph: Peru has an armed vessel of 1,700 tons, and a screw steamer of 300 tons. [165, 619, 314, 640]
article-paragraph: The hand of friendship may be seen and known at once by no less striking peculiarities than the above. The fingers are moderately long and very thin, the nails inclined to be too square at the beauty, while they are well rounded from the phalanges of the base. They are either white or pinky, and grow, as they look, inclined to be square. When you have a friend whose hands present these signs, hold on to him or her, as the case may be, for you have indeed a friend. It may interest you to know why one makes warm on the tips of fingers. It is because generosity, unselfishness and self-sacrifice are to the death. are some of the ties of such a one. The hand of the votary of pleasure is thick in the palm, with fingers thick for their length, and nails that are usually hard to keep in order. They grow irregularly, and are of a soft, tearing quality. The owners of these are not nice to number among your intimates.—"T.A.T." [477, 220, 626, 453]
article-paragraph: To economise coal—Burn wood, or get a gas stove. [945, 63, 1095, 84]
article-paragraph: One of the surest ways to hit straight is to keep your fist below the shoulder. It the ideal is not the feet. Keep your fist so that you can aim straight at the mark you strike. [633, 930, 782, 972]
divider-rule [957, 333, 1083, 334]
article-paragraph: The black diamond is so hard that it cannot be polished. [789, 814, 938, 835]
article-paragraph: Stains on China may be removed by rubbing them off. [945, 87, 1095, 108]
article-paragraph: Three gunboats of 12-knot speed constitute the invincible navy of Uruguay—a force which would have a hard time with the mobilised fleet of Siam, which has two 800-ton corvettes, six gunboats, a 2,500-ton dock-protected cruiser, armed with fourteen guns, and a 650-ton cruiser. [165, 895, 314, 969]
divider-rule [801, 404, 926, 405]
divider-rule [801, 1326, 926, 1327]
article-paragraph: "If a man should fall from a three-storey window, striking his head on a stone pavement, then get up and walk away, what would it be?" [789, 1399, 938, 1441]
article-paragraph: The swinging blow is very hard. When it lands it gets there hot and heavy. But it is too slow. It is good to use on a man who is groggy—exhausted that he can't get his arms up to defend himself. But the ruffian who comes at you in the street is not groggy. He is very much the opposite. Your object is to nail him quick and hard. Shoot your right fist at him like a bullet. Shoot it straight at him, and you'll knock the fight out of him. [633, 505, 782, 622]
article-paragraph: The ring fell at his feet, and she had gained the upper floor before he could collect his wits and stop her. [9, 1412, 158, 1444]
